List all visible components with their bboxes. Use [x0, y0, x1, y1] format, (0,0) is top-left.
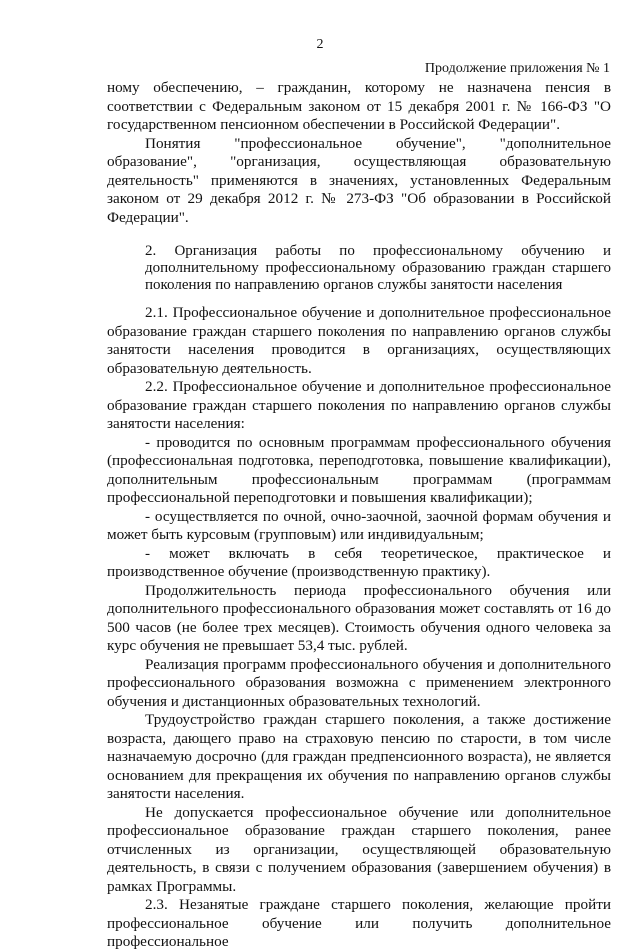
paragraph-continuation: ному обеспечению, – гражданин, которому не назначена пенсия в соответствии с Федеральным законом от 15 декабря 2001 г. № 166-ФЗ "О государственном пенсионном обеспечении в Российской Федерации".	[107, 79, 611, 133]
paragraph-distance-learning: Реализация программ профессионального обучения и дополнительного профессионального образования возможна с применением электронного обучения и дистанционных образовательных технологий.	[107, 655, 611, 710]
paragraph-duration: Продолжительность периода профессионального обучения или дополнительного профессионального образования может составлять от 16 до 500 часов (не более трех месяцев). Стоимость обучения одного человека за курс обучения не превышает 53,4 тыс. рублей.	[107, 581, 611, 654]
list-item: - осуществляется по очной, очно-заочной, заочной формам обучения и может быть курсовым (групповым) или индивидуальным;	[107, 507, 611, 543]
section-heading: 2. Организация работы по профессиональному обучению и дополнительному профессиональному образованию граждан старшего поколения по направлению органов службы занятости населения	[145, 243, 611, 293]
list-item: - проводится по основным программам профессионального обучения (профессиональная подготовка, переподготовка, повышение квалификации), дополнительным профессиональным программам (программам профессиональной переподготовки и повышения квалификации);	[107, 433, 611, 506]
document-body	[107, 79, 611, 952]
paragraph-definitions: Понятия "профессиональное обучение", "дополнительное образование", "организация, осуществляющая образовательную деятельность" применяются в значениях, установленных Федеральным законом от 29 декабря 2012 г. № 273-ФЗ "Об образовании в Российской Федерации".	[107, 134, 611, 226]
page-number: 2	[316, 37, 324, 52]
paragraph-restriction: Не допускается профессиональное обучение или дополнительное профессиональное образование граждан старшего поколения, ранее отчисленных из организации, осуществляющей образовательную деятельность, в связи с получением образования (завершением обучения) в рамках Программы.	[107, 803, 611, 895]
paragraph-2-1: 2.1. Профессиональное обучение и дополнительное профессиональное образование граждан старшего поколения по направлению органов службы занятости населения проводится в организациях, осуществляющих образовательную деятельность.	[107, 304, 611, 377]
list-item: - может включать в себя теоретическое, практическое и производственное обучение (производственную практику).	[107, 544, 611, 580]
appendix-note: Продолжение приложения № 1	[424, 61, 610, 76]
paragraph-employment: Трудоустройство граждан старшего поколения, а также достижение возраста, дающего право на страховую пенсию по старости, в том числе назначаемую досрочно (для граждан предпенсионного возраста), не является основанием для прекращения их обучения по направлению органов службы занятости населения.	[107, 711, 611, 802]
paragraph-2-2: 2.2. Профессиональное обучение и дополнительное профессиональное образование граждан старшего поколения по направлению органов службы занятости населения:	[107, 378, 611, 432]
paragraph-2-3: 2.3. Незанятые граждане старшего поколения, желающие пройти профессиональное обучение или получить дополнительное профессиональное	[107, 896, 611, 950]
